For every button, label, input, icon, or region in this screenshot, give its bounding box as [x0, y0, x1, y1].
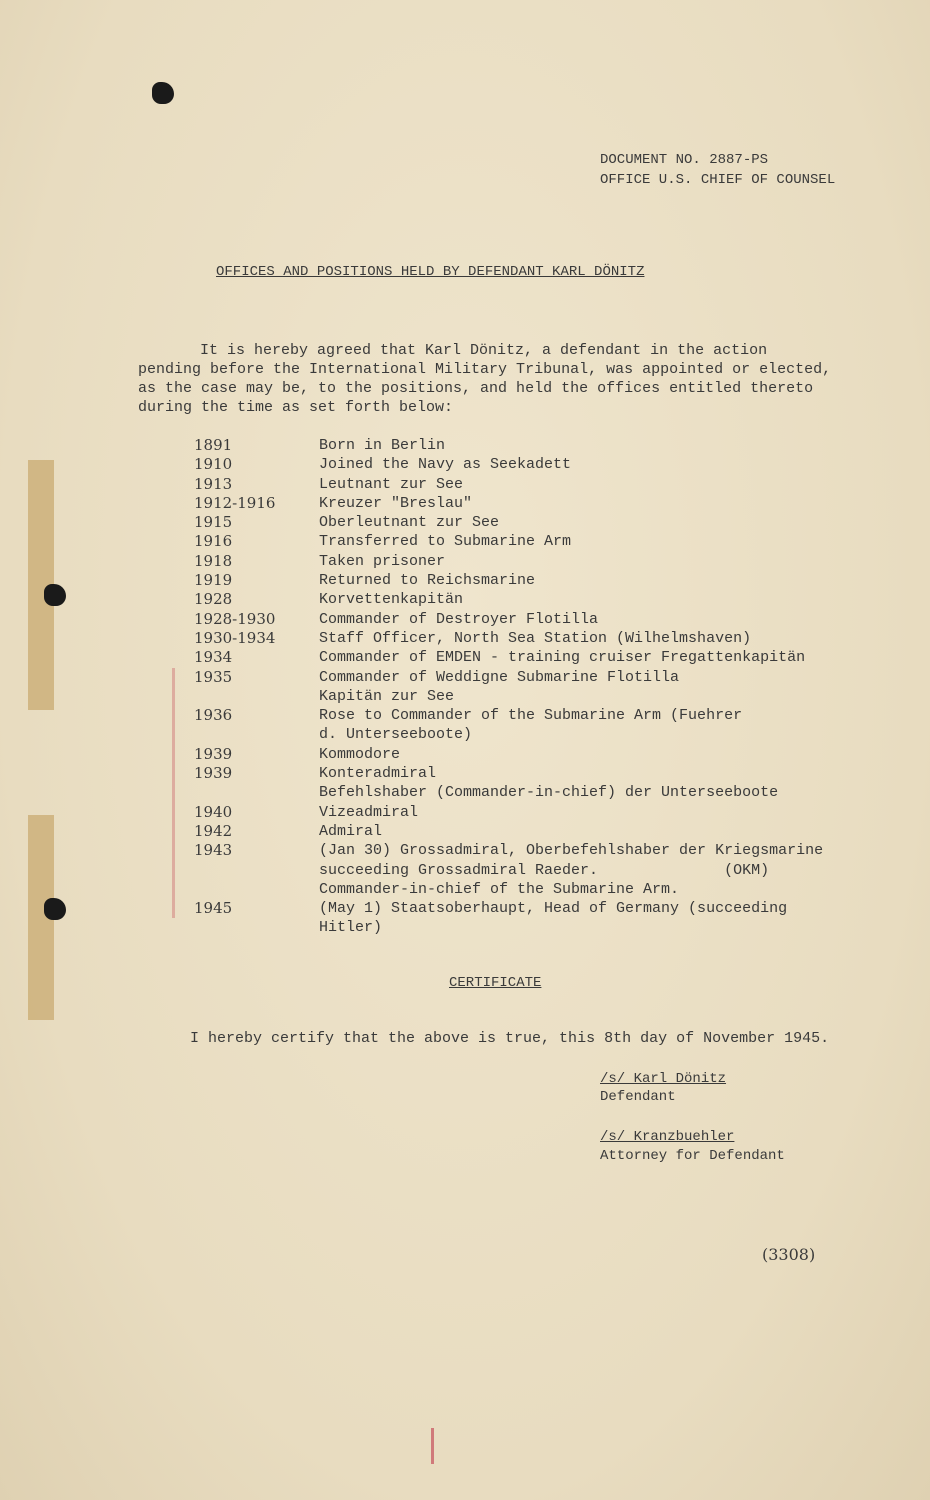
- timeline-row: [194, 764, 874, 783]
- timeline-year: [194, 861, 319, 880]
- timeline-row: [194, 706, 874, 725]
- timeline-year: 1943: [194, 841, 233, 860]
- timeline-row: [194, 803, 874, 822]
- timeline-event: d. Unterseeboote): [319, 726, 473, 744]
- attorney-signature: /s/ Kranzbuehler: [600, 1129, 735, 1145]
- timeline-year: 1891: [194, 436, 233, 454]
- timeline-row: [194, 436, 874, 455]
- timeline-row: [194, 648, 874, 667]
- office-line: OFFICE U.S. CHIEF OF COUNSEL: [600, 172, 836, 188]
- timeline-event: Staff Officer, North Sea Station (Wilhelmshaven): [319, 629, 752, 647]
- intro-line: It is hereby agreed that Karl Dönitz, a defendant in the action: [200, 342, 768, 359]
- timeline-event: Hitler): [319, 919, 383, 937]
- timeline-event: Joined the Navy as Seekadett: [319, 456, 572, 474]
- timeline-row: [194, 841, 874, 860]
- timeline-year: [194, 880, 319, 899]
- timeline-row: [194, 475, 874, 494]
- timeline-event: Returned to Reichsmarine: [319, 572, 536, 590]
- timeline-row: [194, 668, 874, 687]
- certificate-text: I hereby certify that the above is true, this 8th day of November 1945.: [190, 1030, 830, 1047]
- timeline-year: 1935: [194, 667, 233, 686]
- timeline-event: Vizeadmiral: [319, 803, 419, 821]
- attorney-label: Attorney for Defendant: [600, 1148, 785, 1164]
- timeline-year: 1918: [194, 551, 233, 570]
- timeline-event: Commander of Weddigne Submarine Flotilla: [319, 668, 680, 686]
- intro-line: pending before the International Military Tribunal, was appointed or elected,: [138, 361, 832, 378]
- timeline-row: [194, 513, 874, 532]
- timeline-event: succeeding Grossadmiral Raeder. (OKM): [319, 861, 770, 879]
- attorney-signature-block: [600, 1128, 785, 1166]
- timeline-year: 1930-1934: [194, 628, 276, 647]
- timeline-event: Kapitän zur See: [319, 687, 455, 705]
- timeline-row: [194, 532, 874, 551]
- intro-line: during the time as set forth below:: [138, 399, 454, 416]
- timeline-event: Befehlshaber (Commander-in-chief) der Unterseeboote: [319, 784, 779, 802]
- timeline-event: Taken prisoner: [319, 552, 446, 570]
- timeline-row: [194, 552, 874, 571]
- timeline-event: (May 1) Staatsoberhaupt, Head of Germany (succeeding: [319, 900, 788, 918]
- timeline-event: Oberleutnant zur See: [319, 514, 500, 532]
- document-title: OFFICES AND POSITIONS HELD BY DEFENDANT KARL DÖNITZ: [216, 264, 645, 280]
- timeline-event: Kommodore: [319, 745, 401, 763]
- timeline-event: Korvettenkapitän: [319, 591, 464, 609]
- timeline-year: 1939: [194, 764, 233, 783]
- timeline-event: Kreuzer "Breslau": [319, 494, 473, 512]
- timeline-year: 1919: [194, 571, 233, 590]
- timeline-event: Rose to Commander of the Submarine Arm (Fuehrer: [319, 707, 743, 725]
- timeline-row: [194, 783, 874, 802]
- timeline-row: [194, 899, 874, 918]
- timeline-year: [194, 687, 319, 706]
- defendant-signature: /s/ Karl Dönitz: [600, 1071, 727, 1087]
- timeline-event: Leutnant zur See: [319, 475, 464, 493]
- timeline-year: 1939: [194, 744, 233, 763]
- timeline-year: 1936: [194, 706, 233, 725]
- timeline-event: Commander-in-chief of the Submarine Arm.: [319, 880, 680, 898]
- positions-timeline: [194, 436, 874, 938]
- timeline-event: (Jan 30) Grossadmiral, Oberbefehlshaber der Kriegsmarine: [319, 842, 824, 860]
- timeline-event: Admiral: [319, 822, 383, 840]
- timeline-row: [194, 745, 874, 764]
- certificate-title: CERTIFICATE: [449, 975, 542, 991]
- timeline-year: 1913: [194, 474, 233, 493]
- page-number: (3308): [762, 1245, 816, 1264]
- timeline-row: [194, 590, 874, 609]
- timeline-row: [194, 571, 874, 590]
- ink-blot: [44, 898, 66, 920]
- timeline-year: 1942: [194, 821, 233, 840]
- defendant-label: Defendant: [600, 1089, 676, 1105]
- timeline-year: 1915: [194, 513, 233, 532]
- header-block: [600, 150, 835, 190]
- timeline-row: [194, 918, 874, 937]
- timeline-year: [194, 783, 319, 802]
- timeline-event: Konteradmiral: [319, 765, 437, 783]
- timeline-year: 1940: [194, 802, 233, 821]
- timeline-row: [194, 629, 874, 648]
- timeline-row: [194, 455, 874, 474]
- document-number: DOCUMENT NO. 2887-PS: [600, 152, 769, 168]
- timeline-year: [194, 725, 319, 744]
- timeline-row: [194, 880, 874, 899]
- timeline-event: Commander of Destroyer Flotilla: [319, 610, 599, 628]
- timeline-year: 1916: [194, 532, 233, 551]
- timeline-year: 1910: [194, 455, 233, 474]
- timeline-row: [194, 494, 874, 513]
- timeline-row: [194, 822, 874, 841]
- timeline-event: Born in Berlin: [319, 437, 446, 454]
- ink-blot: [152, 82, 174, 104]
- timeline-row: [194, 687, 874, 706]
- timeline-year: [194, 918, 319, 937]
- timeline-event: Transferred to Submarine Arm: [319, 533, 572, 551]
- timeline-event: Commander of EMDEN - training cruiser Fregattenkapitän: [319, 649, 806, 667]
- timeline-row: [194, 861, 874, 880]
- timeline-year: 1945: [194, 899, 233, 918]
- timeline-year: 1934: [194, 648, 233, 667]
- pencil-mark: [172, 668, 175, 918]
- timeline-row: [194, 725, 874, 744]
- ink-blot: [44, 584, 66, 606]
- defendant-signature-block: [600, 1070, 726, 1106]
- intro-line: as the case may be, to the positions, and held the offices entitled thereto: [138, 380, 814, 397]
- intro-paragraph: [138, 341, 898, 417]
- pencil-mark: [431, 1428, 434, 1464]
- timeline-row: [194, 610, 874, 629]
- timeline-year: 1912-1916: [194, 493, 276, 512]
- timeline-year: 1928: [194, 590, 233, 609]
- timeline-year: 1928-1930: [194, 609, 276, 628]
